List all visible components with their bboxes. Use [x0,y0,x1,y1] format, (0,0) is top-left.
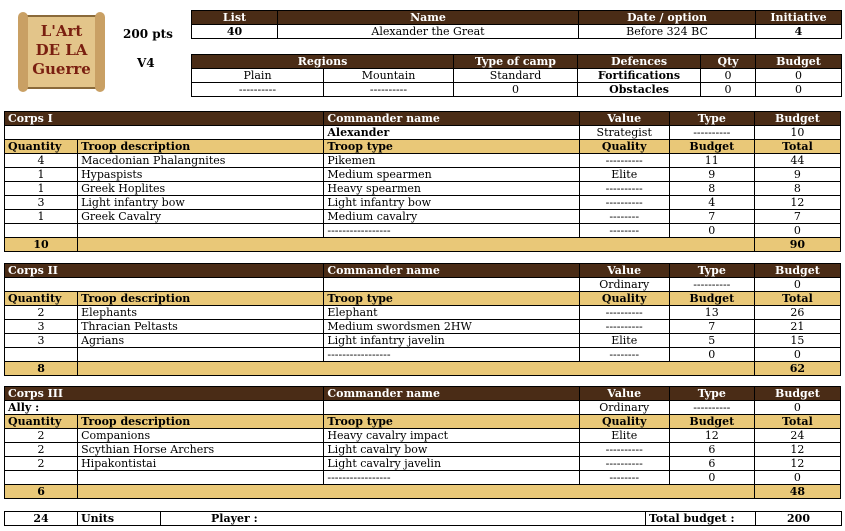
budget-header: Budget [754,112,840,126]
defence-obstacles: Obstacles [578,83,701,97]
troop-type: ----------------- [324,471,579,485]
units-count: 24 [5,512,78,526]
points-label: 200 pts [123,27,173,41]
corps-footer-spacer [78,485,755,499]
troop-quality: Elite [579,168,669,182]
logo-line3: Guerre [32,60,91,78]
table-row [5,154,841,168]
quality-header: Quality [579,415,669,429]
troop-type: ----------------- [324,348,579,362]
fortifications-qty: 0 [701,69,756,83]
troop-description: Light infantry bow [78,196,324,210]
troop-type-header: Troop type [324,140,579,154]
corps-left-label [5,126,324,140]
troop-quality: ---------- [579,182,669,196]
col-regions: Regions [192,55,454,69]
troop-budget: 7 [669,320,754,334]
troop-type-header: Troop type [324,415,579,429]
troop-quality: ---------- [579,457,669,471]
obstacles-qty: 0 [701,83,756,97]
troop-quality: -------- [579,224,669,238]
col-initiative: Initiative [756,11,842,25]
troop-quality: -------- [579,348,669,362]
troop-total: 8 [754,182,840,196]
col-name: Name [278,11,579,25]
type-header: Type [669,112,754,126]
troop-quantity: 2 [5,429,78,443]
commander-type: ---------- [669,126,754,140]
commander-value: Ordinary [579,278,669,292]
troop-description: Macedonian Phalangnites [78,154,324,168]
army-name: Alexander the Great [278,25,579,39]
troop-quantity: 3 [5,196,78,210]
table-row [5,348,841,362]
terrain-table [191,54,842,97]
corps-title: Corps III [5,387,324,401]
col-list: List [192,11,278,25]
corps-left-label [5,278,324,292]
corps-title: Corps II [5,264,324,278]
troop-quality: Elite [579,429,669,443]
table-row [5,168,841,182]
troop-description [78,224,324,238]
corps-count: 10 [5,238,78,252]
unit-budget-header: Budget [669,292,754,306]
troop-quality: Elite [579,334,669,348]
region-3: ---------- [192,83,324,97]
troop-total: 15 [754,334,840,348]
corps-total: 90 [754,238,840,252]
commander-name: Alexander [324,126,579,140]
total-header: Total [754,140,840,154]
fortifications-budget: 0 [756,69,842,83]
commander-budget: 10 [754,126,840,140]
list-value: 40 [192,25,278,39]
corps-table [4,263,841,376]
version-label: V4 [137,56,155,70]
total-budget-label: Total budget : [646,512,756,526]
col-camp: Type of camp [454,55,578,69]
quantity-header: Quantity [5,140,78,154]
list-header-table [191,10,842,39]
col-qty: Qty [701,55,756,69]
troop-quantity: 2 [5,457,78,471]
troop-quantity: 1 [5,182,78,196]
initiative-value: 4 [756,25,842,39]
table-row [5,320,841,334]
logo-line2: DE LA [35,41,88,59]
value-header: Value [579,112,669,126]
value-header: Value [579,387,669,401]
troop-description: Hypaspists [78,168,324,182]
logo-line1: L'Art [40,22,83,40]
troop-quantity: 3 [5,320,78,334]
col-date: Date / option [579,11,756,25]
col-budget: Budget [756,55,842,69]
troop-budget: 8 [669,182,754,196]
value-header: Value [579,264,669,278]
camp-budget: 0 [454,83,578,97]
troop-total: 21 [754,320,840,334]
troop-quantity: 2 [5,443,78,457]
defence-fortifications: Fortifications [578,69,701,83]
units-label: Units [78,512,161,526]
troop-budget: 11 [669,154,754,168]
troop-type: Light infantry javelin [324,334,579,348]
unit-budget-header: Budget [669,140,754,154]
troop-total: 0 [754,224,840,238]
troop-total: 12 [754,196,840,210]
troop-total: 9 [754,168,840,182]
table-row [5,471,841,485]
commander-budget: 0 [754,278,840,292]
table-row [5,334,841,348]
camp-type: Standard [454,69,578,83]
quality-header: Quality [579,292,669,306]
total-header: Total [754,415,840,429]
table-row [5,210,841,224]
troop-description-header: Troop description [78,415,324,429]
region-1: Plain [192,69,324,83]
date-value: Before 324 BC [579,25,756,39]
troop-total: 24 [754,429,840,443]
corps-table [4,111,841,252]
obstacles-budget: 0 [756,83,842,97]
troop-type: Light cavalry bow [324,443,579,457]
troop-description: Hipakontistai [78,457,324,471]
troop-description-header: Troop description [78,292,324,306]
troop-quantity: 2 [5,306,78,320]
commander-type: ---------- [669,401,754,415]
troop-quantity: 1 [5,210,78,224]
player-label: Player : [161,512,646,526]
troop-budget: 6 [669,443,754,457]
troop-description-header: Troop description [78,140,324,154]
troop-quantity [5,348,78,362]
troop-quantity: 1 [5,168,78,182]
troop-type: Heavy spearmen [324,182,579,196]
commander-budget: 0 [754,401,840,415]
table-row [5,443,841,457]
troop-total: 12 [754,443,840,457]
troop-type: Heavy cavalry impact [324,429,579,443]
troop-description: Companions [78,429,324,443]
troop-type-header: Troop type [324,292,579,306]
troop-budget: 4 [669,196,754,210]
region-2: Mountain [324,69,454,83]
budget-header: Budget [754,264,840,278]
col-defences: Defences [578,55,701,69]
troop-type: Light cavalry javelin [324,457,579,471]
table-row [5,224,841,238]
troop-description: Thracian Peltasts [78,320,324,334]
table-row [5,457,841,471]
commander-name [324,278,579,292]
corps-title: Corps I [5,112,324,126]
commander-name-header: Commander name [324,264,579,278]
troop-budget: 7 [669,210,754,224]
troop-quality: ---------- [579,154,669,168]
corps-footer-spacer [78,238,755,252]
troop-total: 0 [754,348,840,362]
troop-type: ----------------- [324,224,579,238]
troop-type: Medium swordsmen 2HW [324,320,579,334]
table-row [5,429,841,443]
commander-name [324,401,579,415]
troop-quality: ---------- [579,320,669,334]
type-header: Type [669,387,754,401]
troop-description: Elephants [78,306,324,320]
troop-description: Greek Cavalry [78,210,324,224]
commander-name-header: Commander name [324,387,579,401]
troop-budget: 0 [669,224,754,238]
troop-quality: ---------- [579,306,669,320]
troop-quantity [5,471,78,485]
table-row [5,306,841,320]
region-4: ---------- [324,83,454,97]
troop-total: 0 [754,471,840,485]
budget-header: Budget [754,387,840,401]
troop-quality: ---------- [579,443,669,457]
corps-total: 62 [754,362,840,376]
troop-total: 44 [754,154,840,168]
unit-budget-header: Budget [669,415,754,429]
troop-type: Elephant [324,306,579,320]
total-header: Total [754,292,840,306]
troop-type: Medium cavalry [324,210,579,224]
corps-footer-spacer [78,362,755,376]
type-header: Type [669,264,754,278]
quality-header: Quality [579,140,669,154]
quantity-header: Quantity [5,415,78,429]
corps-left-label: Ally : [5,401,324,415]
troop-description [78,471,324,485]
troop-quality: -------- [579,471,669,485]
total-budget-value: 200 [756,512,842,526]
logo [18,10,105,94]
troop-description [78,348,324,362]
troop-budget: 0 [669,471,754,485]
table-row [5,196,841,210]
troop-budget: 6 [669,457,754,471]
troop-description: Agrians [78,334,324,348]
troop-description: Scythian Horse Archers [78,443,324,457]
troop-budget: 5 [669,334,754,348]
troop-quantity [5,224,78,238]
corps-count: 8 [5,362,78,376]
troop-type: Light infantry bow [324,196,579,210]
troop-budget: 13 [669,306,754,320]
troop-total: 26 [754,306,840,320]
troop-description: Greek Hoplites [78,182,324,196]
troop-quality: ---------- [579,196,669,210]
corps-total: 48 [754,485,840,499]
commander-value: Ordinary [579,401,669,415]
troop-budget: 12 [669,429,754,443]
table-row [5,182,841,196]
commander-name-header: Commander name [324,112,579,126]
corps-table [4,386,841,499]
troop-total: 12 [754,457,840,471]
troop-total: 7 [754,210,840,224]
troop-quality: -------- [579,210,669,224]
quantity-header: Quantity [5,292,78,306]
summary-table [4,511,842,526]
commander-type: ---------- [669,278,754,292]
corps-count: 6 [5,485,78,499]
troop-budget: 9 [669,168,754,182]
troop-type: Pikemen [324,154,579,168]
commander-value: Strategist [579,126,669,140]
troop-quantity: 4 [5,154,78,168]
troop-type: Medium spearmen [324,168,579,182]
troop-quantity: 3 [5,334,78,348]
troop-budget: 0 [669,348,754,362]
